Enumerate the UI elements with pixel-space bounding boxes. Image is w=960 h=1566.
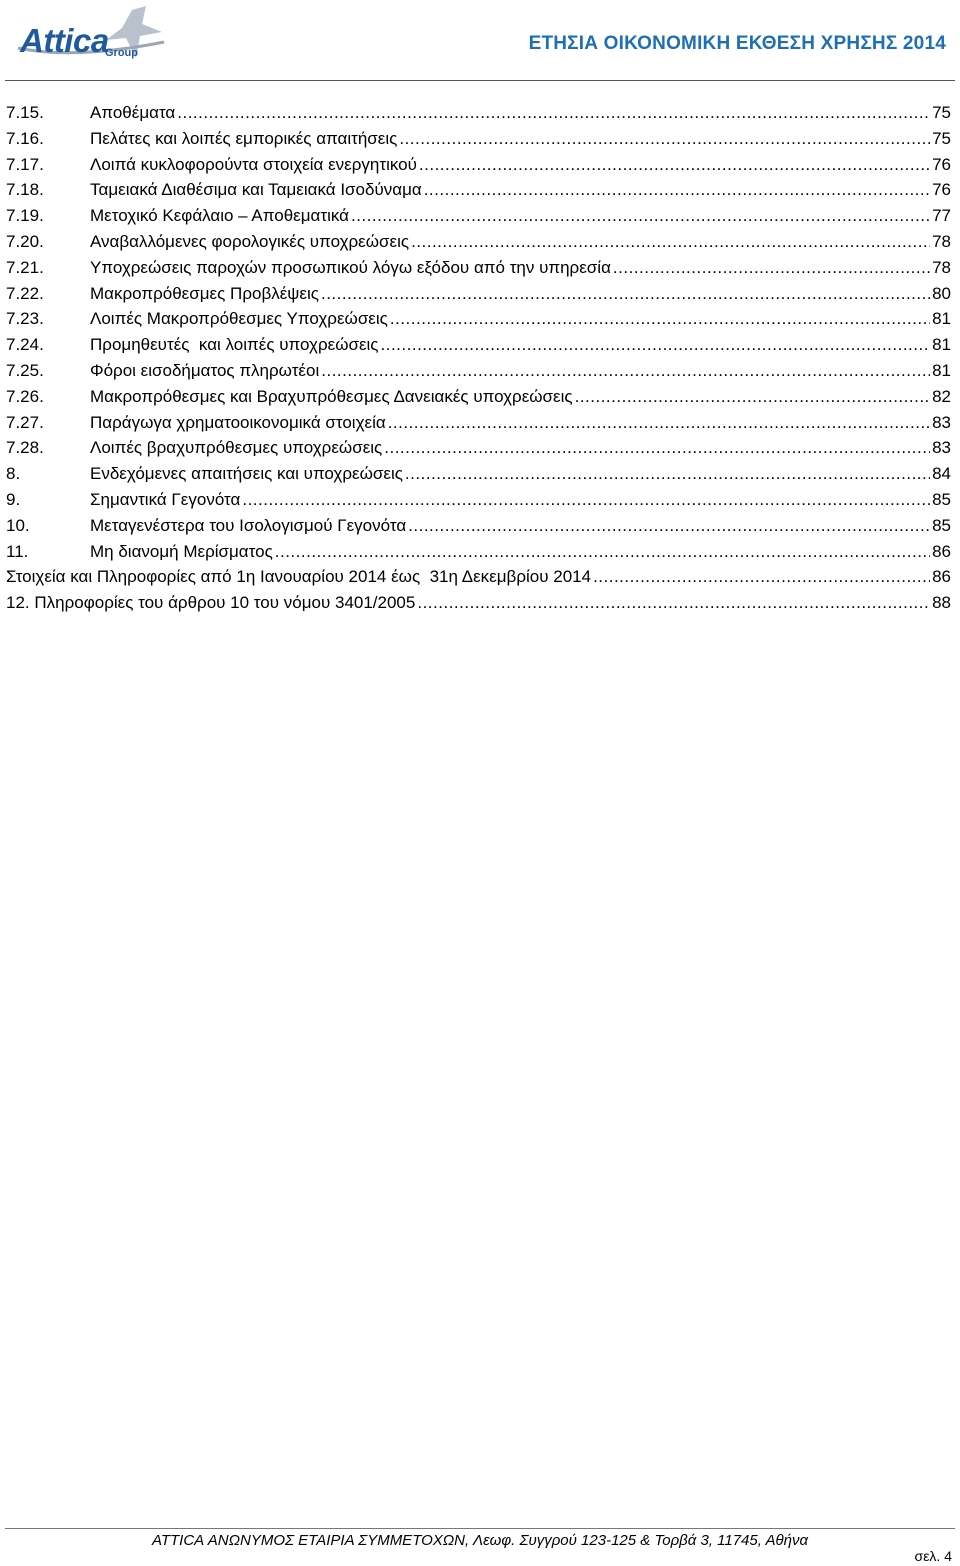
toc-title: Μακροπρόθεσμες και Βραχυπρόθεσμες Δανειακές υποχρεώσεις	[90, 386, 573, 406]
toc-page: 75	[932, 103, 951, 122]
toc-leader	[411, 229, 930, 255]
page-header	[0, 0, 960, 90]
toc-page: 84	[932, 464, 951, 484]
toc-page: 85	[932, 515, 951, 535]
toc-entry[interactable]	[6, 487, 951, 513]
toc-number: 7.27.	[6, 412, 44, 432]
toc-page: 83	[932, 412, 951, 432]
toc-page: 80	[932, 283, 951, 303]
toc-entry[interactable]	[6, 564, 951, 590]
toc-title: Λοιπές βραχυπρόθεσμες υποχρεώσεις	[90, 438, 383, 458]
toc-title: Πελάτες και λοιπές εμπορικές απαιτήσεις	[90, 128, 398, 148]
toc-leader	[242, 487, 930, 513]
toc-title: Μακροπρόθεσμες Προβλέψεις	[90, 283, 319, 303]
toc-leader	[405, 461, 930, 487]
toc-number: 7.24.	[6, 335, 44, 355]
toc-title: Μη διανομή Μερίσματος	[90, 541, 273, 561]
toc-leader	[399, 126, 930, 152]
toc-title: Υποχρεώσεις παροχών προσωπικού λόγω εξόδου από την υπηρεσία	[90, 257, 611, 277]
toc-number: 7.17.	[6, 154, 44, 174]
toc-title: Προμηθευτές και λοιπές υποχρεώσεις	[90, 335, 379, 355]
toc-leader	[417, 590, 930, 616]
toc-title: Αναβαλλόμενες φορολογικές υποχρεώσεις	[90, 231, 410, 251]
toc-leader	[321, 281, 930, 307]
toc-title: Φόροι εισοδήματος πληρωτέοι	[90, 360, 320, 380]
attica-group-logo	[14, 2, 190, 72]
toc-leader	[384, 435, 930, 461]
toc-leader	[390, 306, 930, 332]
toc-leader	[419, 152, 930, 178]
toc-title: Λοιπά κυκλοφορούντα στοιχεία ενεργητικού	[90, 154, 417, 174]
toc-leader	[381, 332, 931, 358]
toc-entry[interactable]	[6, 410, 951, 436]
toc-entry[interactable]	[6, 384, 951, 410]
logo-subtitle: Group	[105, 47, 138, 59]
toc-page: 83	[932, 438, 951, 458]
toc-entry[interactable]	[6, 306, 951, 332]
toc-title: Ενδεχόμενες απαιτήσεις και υποχρεώσεις	[90, 464, 403, 484]
toc-title: Στοιχεία και Πληροφορίες από 1η Ιανουαρίου 2014 έως 31η Δεκεμβρίου 2014	[6, 567, 592, 587]
toc-number: 7.20.	[6, 231, 44, 251]
toc-entry[interactable]	[6, 435, 951, 461]
footer-company-address: ATTICA ΑΝΩΝΥΜΟΣ ΕΤΑΙΡΙΑ ΣΥΜΜΕΤΟΧΩΝ, Λεωφ. Συγγρού 123-125 & Τορβά 3, 11745, Αθήνα	[151, 1532, 809, 1549]
toc-entry[interactable]	[6, 177, 951, 203]
toc-page: 86	[932, 541, 951, 561]
toc-page: 86	[932, 567, 951, 587]
toc-number: 7.16.	[6, 128, 44, 148]
toc-title: 12. Πληροφορίες του άρθρου 10 του νόμου 3401/2005	[6, 593, 416, 613]
toc-leader	[613, 255, 930, 281]
toc-title: Μεταγενέστερα του Ισολογισμού Γεγονότα	[90, 515, 407, 535]
toc-leader	[351, 203, 930, 229]
toc-title: Αποθέματα	[90, 103, 176, 122]
logo-wordmark: Attica	[20, 22, 109, 59]
toc-page: 78	[932, 231, 951, 251]
toc-number: 9.	[6, 489, 21, 509]
toc-leader	[275, 539, 930, 565]
toc-number: 8.	[6, 464, 21, 484]
toc-number: 7.15.	[6, 103, 44, 122]
toc-number: 10.	[6, 515, 30, 535]
toc-leader	[575, 384, 930, 410]
toc-page: 76	[932, 154, 951, 174]
toc-title: Σημαντικά Γεγονότα	[90, 489, 241, 509]
toc-leader	[177, 100, 930, 126]
toc-leader	[593, 564, 930, 590]
toc-number: 7.23.	[6, 309, 44, 329]
toc-entry[interactable]	[6, 255, 951, 281]
toc-title: Μετοχικό Κεφάλαιο – Αποθεματικά	[90, 206, 349, 226]
toc-page: 75	[932, 128, 951, 148]
toc-entry[interactable]	[6, 152, 951, 178]
toc-number: 7.28.	[6, 438, 44, 458]
page-number: σελ. 4	[914, 1548, 952, 1564]
toc-page: 78	[932, 257, 951, 277]
toc-number: 7.26.	[6, 386, 44, 406]
toc-number: 7.19.	[6, 206, 44, 226]
toc-leader	[424, 177, 930, 203]
toc-page: 81	[932, 360, 951, 380]
toc-entry[interactable]	[6, 332, 951, 358]
toc-entry[interactable]	[6, 281, 951, 307]
toc-page: 88	[932, 593, 951, 613]
toc-title: Λοιπές Μακροπρόθεσμες Υποχρεώσεις	[90, 309, 388, 329]
toc-entry[interactable]	[6, 100, 951, 126]
toc-entry[interactable]	[6, 203, 951, 229]
toc-entry[interactable]	[6, 126, 951, 152]
toc-page: 85	[932, 489, 951, 509]
toc-number: 11.	[6, 541, 29, 561]
toc-entry[interactable]	[6, 461, 951, 487]
table-of-contents	[6, 100, 951, 616]
header-divider	[5, 80, 955, 81]
toc-leader	[408, 513, 930, 539]
toc-page: 81	[932, 309, 951, 329]
toc-page: 77	[932, 206, 951, 226]
toc-entry[interactable]	[6, 229, 951, 255]
toc-entry[interactable]	[6, 539, 951, 565]
toc-entry[interactable]	[6, 513, 951, 539]
toc-leader	[321, 358, 930, 384]
toc-number: 7.25.	[6, 360, 44, 380]
report-title: ΕΤΗΣΙΑ ΟΙΚΟΝΟΜΙΚΗ ΕΚΘΕΣΗ ΧΡΗΣΗΣ 2014	[528, 33, 946, 54]
toc-page: 76	[932, 180, 951, 200]
toc-page: 81	[932, 335, 951, 355]
toc-number: 7.22.	[6, 283, 44, 303]
toc-title: Ταμειακά Διαθέσιμα και Ταμειακά Ισοδύναμα	[90, 180, 422, 200]
toc-number: 7.21.	[6, 257, 44, 277]
toc-entry[interactable]	[6, 590, 951, 616]
toc-title: Παράγωγα χρηματοοικονομικά στοιχεία	[90, 412, 386, 432]
toc-leader	[388, 410, 930, 436]
toc-page: 82	[932, 386, 951, 406]
toc-number: 7.18.	[6, 180, 44, 200]
toc-entry[interactable]	[6, 358, 951, 384]
footer-divider	[5, 1528, 955, 1529]
